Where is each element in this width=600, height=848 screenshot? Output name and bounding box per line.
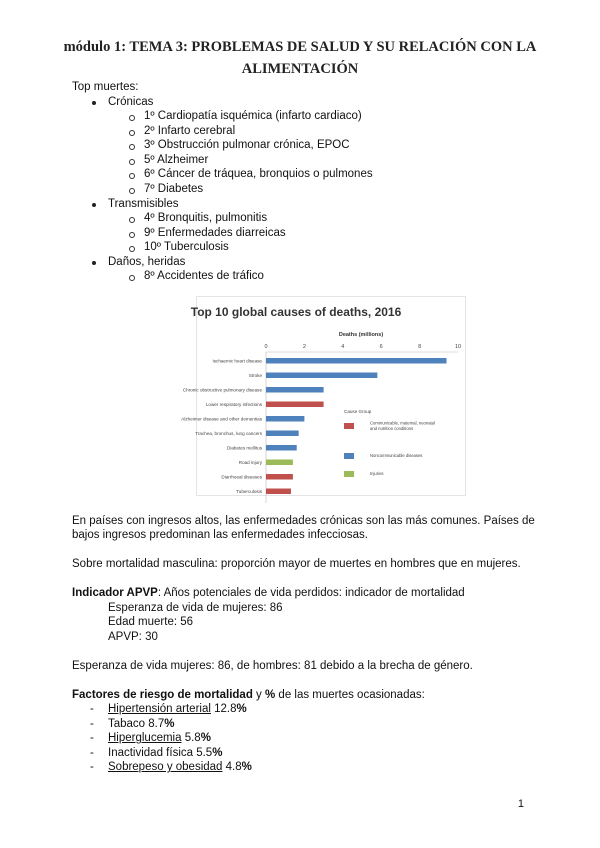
category-label: Lower respiratory infections <box>205 402 262 407</box>
bar <box>266 489 291 495</box>
factor-name: Tabaco <box>108 717 146 730</box>
list-item-danos: Daños, heridas <box>108 256 186 268</box>
x-tick-label: 4 <box>341 344 345 350</box>
legend-title: Cause Group <box>344 409 372 414</box>
factor-item <box>108 760 252 775</box>
circle-bullet-icon <box>129 144 135 150</box>
factor-percent: % <box>164 717 175 730</box>
factor-percent: % <box>236 703 247 715</box>
apvp-line: Edad muerte: 56 <box>108 616 194 628</box>
list-item: 3º Obstrucción pulmonar crónica, EPOC <box>144 139 350 151</box>
paragraph-mortality: Sobre mortalidad masculina: proporción mayor de muertes en hombres que en mujeres. <box>72 558 521 570</box>
circle-bullet-icon <box>129 115 135 121</box>
legend-swatch <box>344 453 354 459</box>
factor-item <box>108 702 247 717</box>
chart-x-axis-label: Deaths (millions) <box>338 332 384 338</box>
bullet-icon <box>92 261 96 265</box>
legend-swatch <box>344 471 354 477</box>
list-item-cronicas: Crónicas <box>108 96 154 108</box>
top-muertes-heading: Top muertes: <box>72 81 139 93</box>
bullet-icon <box>92 203 96 207</box>
bar <box>266 402 324 408</box>
list-item: 9º Enfermedades diarreicas <box>144 227 286 239</box>
category-label: Alzheimer disease and other dementias <box>181 416 262 422</box>
title-line-1: módulo 1: TEMA 3: PROBLEMAS DE SALUD Y SU RELACIÓN CON LA <box>63 39 537 55</box>
legend-label: Injuries <box>370 471 384 476</box>
circle-bullet-icon <box>129 130 135 136</box>
list-item: 10º Tuberculosis <box>144 241 229 253</box>
title-line-2: ALIMENTACIÓN <box>241 61 359 77</box>
list-item-transmisibles: Transmisibles <box>108 198 179 210</box>
bullet-icon <box>92 101 96 105</box>
factores-mid: y <box>252 689 265 701</box>
factor-item <box>108 746 222 761</box>
x-tick-label: 6 <box>379 344 383 350</box>
list-item: 7º Diabetes <box>144 183 204 195</box>
circle-bullet-icon <box>129 246 135 252</box>
bar <box>266 416 304 422</box>
category-label: Diarrhoeal diseases <box>221 474 262 480</box>
factor-name: Inactividad física <box>108 746 194 759</box>
category-label: Chronic obstructive pulmonary disease <box>182 387 262 393</box>
chart-title: Top 10 global causes of deaths, 2016 <box>190 305 402 319</box>
list-item: 6º Cáncer de tráquea, bronquios o pulmones <box>144 168 373 180</box>
list-item: 4º Bronquitis, pulmonitis <box>144 212 268 224</box>
circle-bullet-icon <box>129 188 135 194</box>
page-title <box>60 36 540 80</box>
dash-bullet-icon: - <box>90 761 94 774</box>
factor-value: 8.7 <box>145 717 165 730</box>
category-label: Stroke <box>248 373 262 378</box>
bar <box>266 474 293 480</box>
dash-bullet-icon: - <box>90 717 94 730</box>
legend-label: and nutrition conditions <box>370 426 414 431</box>
factor-name: Sobrepeso y obesidad <box>108 761 223 774</box>
factor-item <box>108 717 175 732</box>
factor-percent: % <box>241 761 252 774</box>
factores-label: Factores de riesgo de mortalidad <box>72 689 253 701</box>
category-label: Diabetes mellitus <box>227 445 262 451</box>
dash-bullet-icon: - <box>90 746 94 759</box>
factores-heading <box>72 688 425 703</box>
factor-value: 12.8 <box>210 703 237 715</box>
circle-bullet-icon <box>129 275 135 281</box>
factor-name: Hiperglucemia <box>108 732 182 745</box>
list-item: 1º Cardiopatía isquémica (infarto cardiaco) <box>144 110 362 122</box>
apvp-line: APVP: 30 <box>108 631 158 643</box>
list-item: 8º Accidentes de tráfico <box>144 270 264 282</box>
factores-tail: de las muertes ocasionadas: <box>275 689 425 701</box>
apvp-line: Esperanza de vida de mujeres: 86 <box>108 602 283 614</box>
list-item: 5º Alzheimer <box>144 154 209 166</box>
bar <box>266 460 293 466</box>
category-label: Ischaemic heart disease <box>212 358 262 364</box>
x-tick-label: 10 <box>454 344 462 350</box>
legend-label: Communicable, maternal, neonatal <box>370 420 435 426</box>
bar <box>266 387 324 393</box>
bar <box>266 373 377 379</box>
page-number: 1 <box>517 798 524 810</box>
causes-of-death-chart <box>181 296 466 496</box>
factor-value: 5.8 <box>181 732 201 745</box>
factores-pct: % <box>265 689 276 701</box>
factor-item <box>108 731 211 746</box>
bar <box>266 431 299 437</box>
category-label: Road injury <box>238 460 262 465</box>
category-label: Tuberculosis <box>236 489 262 494</box>
legend-label: Noncommunicable diseases <box>370 453 423 458</box>
legend-swatch <box>344 423 354 429</box>
factor-percent: % <box>200 732 211 745</box>
apvp-heading <box>72 586 465 601</box>
circle-bullet-icon <box>129 173 135 179</box>
circle-bullet-icon <box>129 232 135 238</box>
factor-percent: % <box>212 746 223 759</box>
circle-bullet-icon <box>129 159 135 165</box>
factor-value: 5.5 <box>193 746 213 759</box>
x-tick-label: 8 <box>418 344 422 350</box>
bar <box>266 358 446 364</box>
paragraph-income-2: bajos ingresos predominan las enfermedades infecciosas. <box>72 529 368 541</box>
apvp-desc: : Años potenciales de vida perdidos: indicador de mortalidad <box>157 587 465 599</box>
x-tick-label: 2 <box>302 344 306 350</box>
apvp-label: Indicador APVP <box>72 587 158 599</box>
circle-bullet-icon <box>129 217 135 223</box>
paragraph-income-1: En países con ingresos altos, las enfermedades crónicas son las más comunes. Países de <box>72 515 535 527</box>
list-item: 2º Infarto cerebral <box>144 125 236 137</box>
factor-value: 4.8 <box>222 761 242 774</box>
factor-name: Hipertensión arterial <box>108 703 211 715</box>
dash-bullet-icon: - <box>90 732 94 745</box>
category-label: Trachea, bronchus, lung cancers <box>195 431 262 436</box>
dash-bullet-icon: - <box>90 703 94 715</box>
paragraph-life-expectancy: Esperanza de vida mujeres: 86, de hombres: 81 debido a la brecha de género. <box>72 660 473 672</box>
bar <box>266 445 297 451</box>
x-tick-label: 0 <box>264 344 268 350</box>
